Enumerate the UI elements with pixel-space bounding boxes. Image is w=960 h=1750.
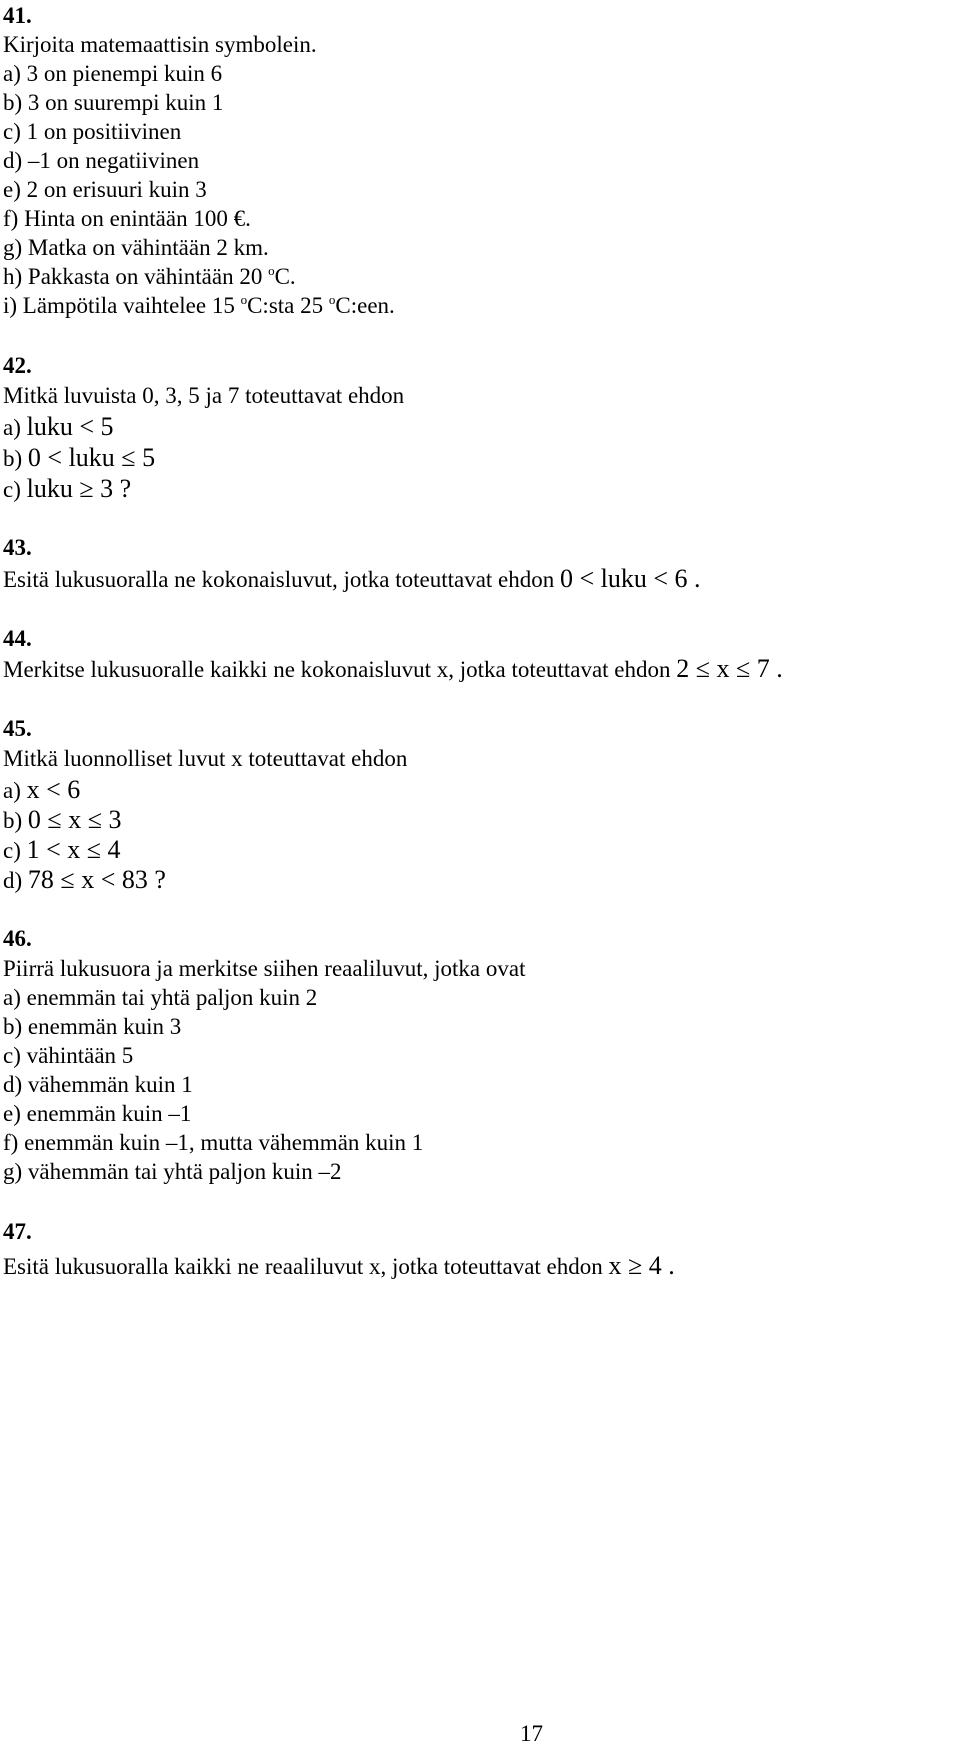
exercise-41-item-f: f) Hinta on enintään 100 €.: [3, 206, 251, 231]
exercise-41-prompt: Kirjoita matemaattisin symbolein.: [3, 32, 317, 57]
exercise-41-item-h: [3, 263, 296, 291]
item-label: b): [3, 446, 23, 471]
item-i-unit: C:een.: [335, 293, 395, 318]
item-h-text: h) Pakkasta on vähintään 20: [3, 264, 269, 289]
item-math: x < 6: [26, 775, 81, 804]
item-label: a): [3, 415, 21, 440]
degree-superscript: o: [240, 292, 248, 307]
exercise-41-item-e: e) 2 on erisuuri kuin 3: [3, 177, 207, 202]
exercise-text: Esitä lukusuoralla kaikki ne reaaliluvut x, jotka toteuttavat ehdon: [3, 1254, 603, 1279]
degree-superscript: o: [328, 292, 336, 307]
exercise-47-text: [3, 1252, 675, 1281]
exercise-42-item-c: [3, 475, 131, 504]
item-i-text: i) Lämpötila vaihtelee 15: [3, 293, 241, 318]
exercise-46-item-b: b) enemmän kuin 3: [3, 1014, 182, 1039]
exercise-45-item-b: [3, 806, 121, 835]
degree-superscript: o: [268, 263, 275, 278]
exercise-41-item-c: c) 1 on positiivinen: [3, 119, 182, 144]
page-number: 17: [520, 1721, 543, 1746]
item-math: luku < 5: [26, 412, 114, 441]
item-math: 0 < luku ≤ 5: [27, 443, 156, 472]
exercise-45-item-d: [3, 866, 166, 895]
exercise-43-text: [3, 565, 701, 594]
item-label: a): [3, 778, 21, 803]
item-label: d): [3, 868, 23, 893]
exercise-45-prompt: Mitkä luonnolliset luvut x toteuttavat ehdon: [3, 746, 408, 771]
item-math: 78 ≤ x < 83 ?: [27, 865, 166, 894]
exercise-42-item-a: [3, 413, 114, 442]
item-i-middle: C:sta 25: [247, 293, 329, 318]
exercise-math: 0 < luku < 6 .: [560, 564, 701, 593]
exercise-46-item-f: f) enemmän kuin –1, mutta vähemmän kuin 1: [3, 1130, 424, 1155]
exercise-41-item-a: a) 3 on pienempi kuin 6: [3, 61, 223, 86]
item-label: b): [3, 808, 23, 833]
exercise-41-item-g: g) Matka on vähintään 2 km.: [3, 235, 269, 260]
exercise-47-number: 47.: [3, 1219, 32, 1244]
exercise-45-item-c: [3, 836, 121, 865]
exercise-41-number: 41.: [3, 3, 32, 28]
exercise-45-item-a: [3, 776, 80, 805]
exercise-43-number: 43.: [3, 535, 32, 560]
exercise-41-item-i: [3, 292, 395, 320]
exercise-42-item-b: [3, 444, 155, 473]
exercise-46-prompt: Piirrä lukusuora ja merkitse siihen reaaliluvut, jotka ovat: [3, 956, 526, 981]
item-label: c): [3, 477, 21, 502]
exercise-46-item-c: c) vähintään 5: [3, 1043, 134, 1068]
item-math: 0 ≤ x ≤ 3: [27, 805, 122, 834]
exercise-math: x ≥ 4 .: [608, 1251, 675, 1280]
exercise-42-prompt: Mitkä luvuista 0, 3, 5 ja 7 toteuttavat ehdon: [3, 383, 405, 408]
item-label: c): [3, 838, 21, 863]
exercise-46-item-g: g) vähemmän tai yhtä paljon kuin –2: [3, 1159, 342, 1184]
exercise-text: Esitä lukusuoralla ne kokonaisluvut, jotka toteuttavat ehdon: [3, 567, 555, 592]
item-math: 1 < x ≤ 4: [26, 835, 121, 864]
exercise-44-number: 44.: [3, 626, 32, 651]
exercise-text: Merkitse lukusuoralle kaikki ne kokonaisluvut x, jotka toteuttavat ehdon: [3, 657, 671, 682]
exercise-46-item-d: d) vähemmän kuin 1: [3, 1072, 193, 1097]
exercise-46-number: 46.: [3, 926, 32, 951]
exercise-46-item-a: a) enemmän tai yhtä paljon kuin 2: [3, 985, 318, 1010]
exercise-42-number: 42.: [3, 353, 32, 378]
exercise-44-text: [3, 655, 783, 684]
exercise-math: 2 ≤ x ≤ 7 .: [676, 654, 783, 683]
item-h-unit: C.: [274, 264, 296, 289]
exercise-45-number: 45.: [3, 716, 32, 741]
exercise-46-item-e: e) enemmän kuin –1: [3, 1101, 192, 1126]
exercise-41-item-d: d) –1 on negatiivinen: [3, 148, 200, 173]
item-math: luku ≥ 3 ?: [26, 474, 132, 503]
exercise-41-item-b: b) 3 on suurempi kuin 1: [3, 90, 224, 115]
